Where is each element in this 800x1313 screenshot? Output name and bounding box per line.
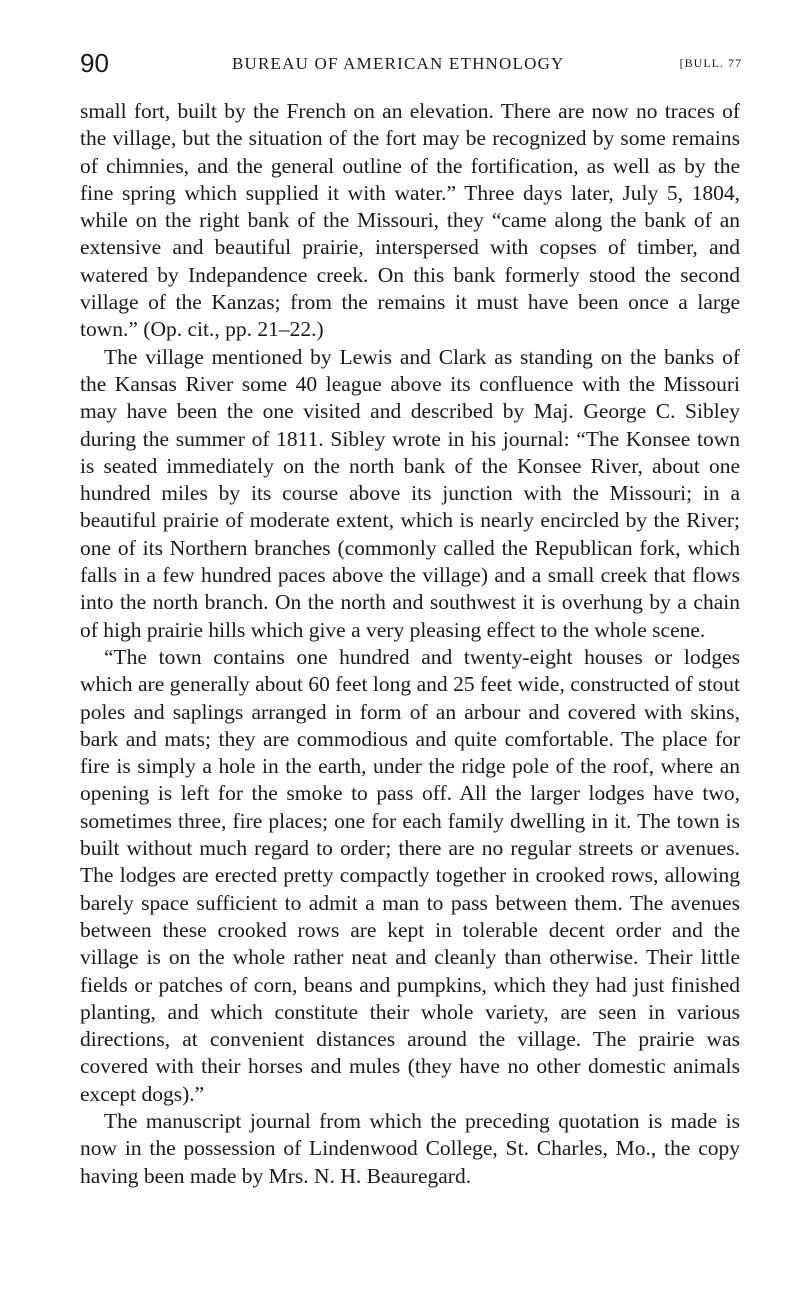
- paragraph: small fort, built by the French on an elevation. There are now no traces of the village, but the situation of the fort may be recognized by some remains of chimnies, and the general outline of the fortification, as well as by the fine spring which supplied it with water.” Three days later, July 5, 1804, while on the right bank of the Missouri, they “came along the bank of an extensive and beautiful prairie, interspersed with copses of timber, and watered by Indepandence creek. On this bank formerly stood the second village of the Kanzas; from the remains it must have been once a large town.” (Op. cit., pp. 21–22.): [80, 99, 740, 342]
- running-title: BUREAU OF AMERICAN ETHNOLOGY: [232, 54, 565, 73]
- running-head: [80, 50, 740, 86]
- paragraph: The village mentioned by Lewis and Clark as standing on the banks of the Kansas River some 40 league above its confluence with the Missouri may have been the one visited and described by Maj. George C. Sibley during the summer of 1811. Sibley wrote in his journal: “The Konsee town is seated immediately on the north bank of the Konsee River, about one hundred miles by its course above its junction with the Missouri; in a beautiful prairie of moderate extent, which is nearly encircled by the River; one of its Northern branches (commonly called the Republican fork, which falls in a few hundred paces above the village) and a small creek that flows into the north branch. On the north and southwest it is overhung by a chain of high prairie hills which give a very pleasing effect to the whole scene.: [80, 344, 740, 642]
- page-number: 90: [80, 48, 109, 78]
- body-text: [80, 98, 740, 1190]
- paragraph: “The town contains one hundred and twenty-eight houses or lodges which are generally about 60 feet long and 25 feet wide, constructed of stout poles and saplings arranged in form of an arbour and covered with skins, bark and mats; they are commodious and quite comfortable. The place for fire is simply a hole in the earth, under the ridge pole of the roof, where an opening is left for the smoke to pass off. All the larger lodges have two, sometimes three, fire places; one for each family dwelling in it. The town is built without much regard to order; there are no regular streets or avenues. The lodges are erected pretty compactly together in crooked rows, allowing barely space sufficient to admit a man to pass between them. The avenues between these crooked rows are kept in tolerable decent order and the village is on the whole rather neat and cleanly than otherwise. Their little fields or patches of corn, beans and pumpkins, which they had just finished planting, and which constitute their whole variety, are seen in various directions, at convenient distances around the village. The prairie was covered with their horses and mules (they have no other domestic animals except dogs).”: [80, 644, 740, 1106]
- paragraph: The manuscript journal from which the preceding quotation is made is now in the possession of Lindenwood College, St. Charles, Mo., the copy having been made by Mrs. N. H. Beauregard.: [80, 1108, 740, 1188]
- page: [80, 50, 740, 1190]
- bulletin-number: [BULL. 77: [679, 56, 742, 70]
